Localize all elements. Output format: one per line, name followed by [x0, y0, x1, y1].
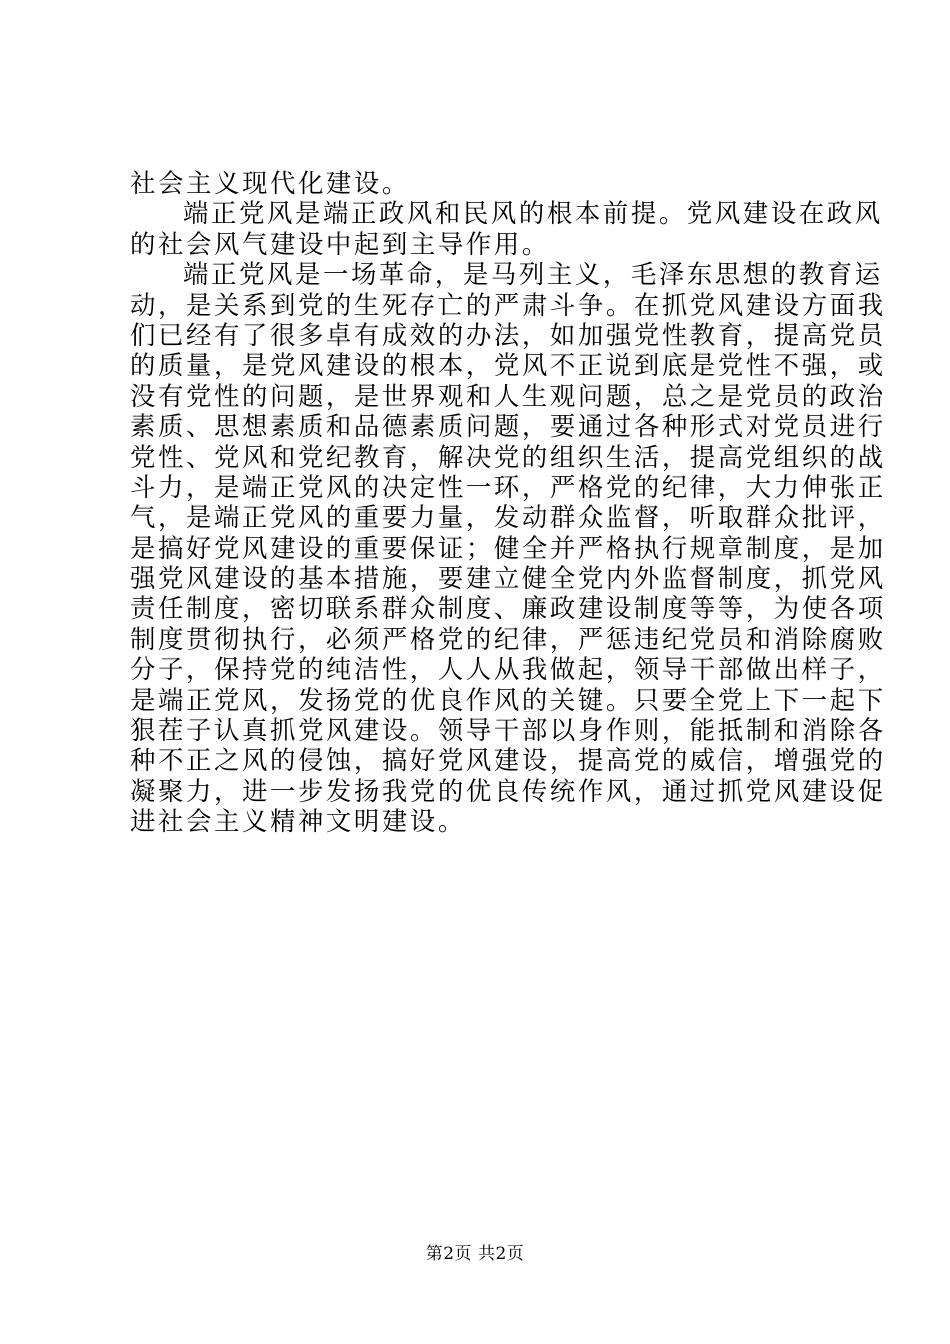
text-line: 动，是关系到党的生死存亡的严肃斗争。在抓党风建设方面我	[130, 289, 886, 320]
text-line: 责任制度，密切联系群众制度、廉政建设制度等等，为使各项	[130, 593, 886, 624]
text-line: 的质量，是党风建设的根本，党风不正说到底是党性不强，或	[130, 350, 886, 381]
document-body-text	[130, 168, 886, 837]
text-line: 端正党风是一场革命，是马列主义，毛泽东思想的教育运	[183, 259, 883, 290]
page-number-indicator: 第2页 共2页	[425, 1244, 525, 1264]
text-line: 是端正党风，发扬党的优良作风的关键。只要全党上下一起下	[130, 684, 886, 715]
text-line: 斗力，是端正党风的决定性一环，严格党的纪律，大力伸张正	[130, 471, 886, 502]
page-footer	[0, 1243, 950, 1265]
text-line: 素质、思想素质和品德素质问题，要通过各种形式对党员进行	[130, 411, 886, 442]
text-line: 党性、党风和党纪教育，解决党的组织生活，提高党组织的战	[130, 441, 886, 472]
text-line: 进社会主义精神文明建设。	[130, 806, 466, 837]
text-line: 的社会风气建设中起到主导作用。	[130, 228, 550, 259]
text-line: 社会主义现代化建设。	[130, 168, 410, 198]
text-line: 种不正之风的侵蚀，搞好党风建设，提高党的威信，增强党的	[130, 745, 886, 776]
text-line: 制度贯彻执行，必须严格党的纪律，严惩违纪党员和消除腐败	[130, 623, 886, 654]
text-line: 们已经有了很多卓有成效的办法，如加强党性教育，提高党员	[130, 319, 886, 350]
text-line: 强党风建设的基本措施，要建立健全党内外监督制度，抓党风	[130, 563, 886, 594]
text-line: 凝聚力，进一步发扬我党的优良传统作风，通过抓党风建设促	[130, 775, 886, 806]
text-line: 没有党性的问题，是世界观和人生观问题，总之是党员的政治	[130, 380, 886, 411]
text-line: 端正党风是端正政风和民风的根本前提。党风建设在政风	[183, 198, 883, 229]
text-line: 分子，保持党的纯洁性，人人从我做起，领导干部做出样子，	[130, 654, 886, 685]
text-line: 是搞好党风建设的重要保证；健全并严格执行规章制度，是加	[130, 532, 886, 563]
text-line: 狠茬子认真抓党风建设。领导干部以身作则，能抵制和消除各	[130, 715, 886, 746]
text-line: 气，是端正党风的重要力量，发动群众监督，听取群众批评，	[130, 502, 886, 533]
